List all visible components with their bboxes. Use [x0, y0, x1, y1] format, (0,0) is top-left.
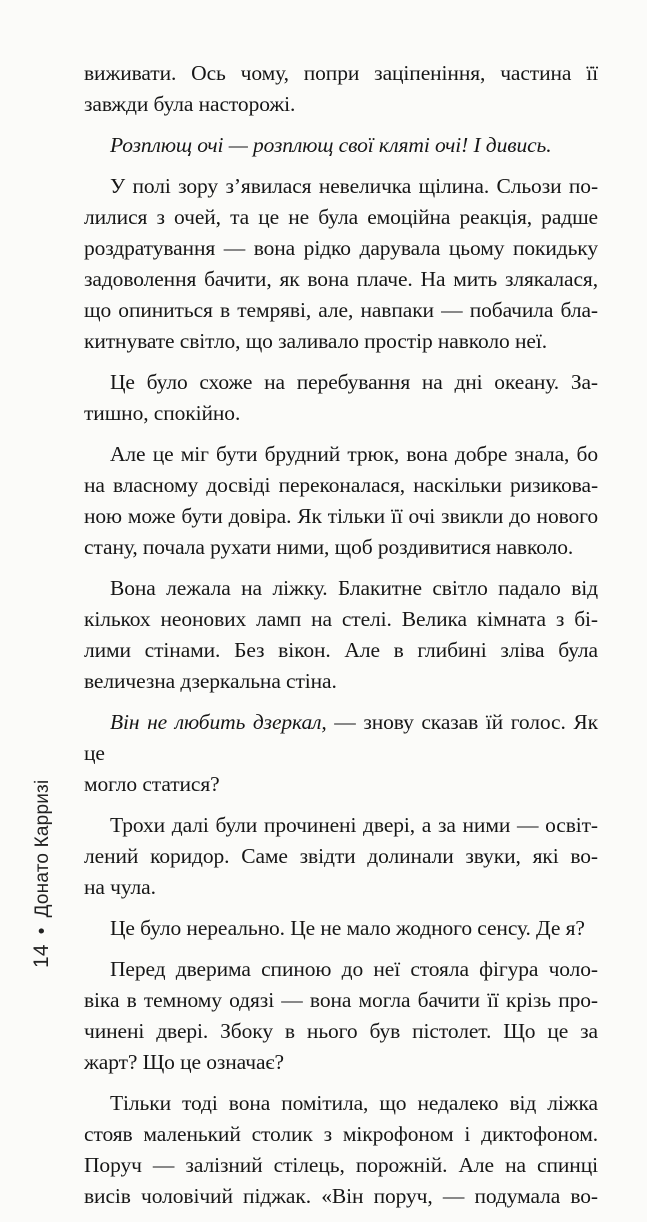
text-line: чинені двері. Збоку в нього був пістолет. Що це за — [84, 1019, 598, 1043]
author-name: Донато Карризі — [32, 779, 53, 918]
text-line: лений коридор. Саме звідти долинали звуки, які во- — [84, 844, 598, 868]
text-line: величезна дзеркальна стіна. — [84, 669, 337, 693]
text-line: могло статися? — [84, 772, 220, 796]
text-line: стану, почала рухати ними, щоб роздивитися навколо. — [84, 535, 574, 559]
paragraph — [84, 573, 598, 697]
text-line: на чула. — [84, 875, 156, 899]
paragraph — [84, 913, 598, 944]
text-span: — знову сказав їй голос. Як це — [84, 710, 598, 765]
text-line: висів чоловічий піджак. «Він поруч, — подумала во- — [84, 1184, 598, 1208]
text-line: на власному досвіді переконалася, наскільки ризикова- — [84, 473, 598, 497]
text-line: Це було нереально. Це не мало жодного сенсу. Де я? — [110, 916, 585, 940]
page-body — [84, 58, 598, 1222]
text-line: тишно, спокійно. — [84, 401, 241, 425]
text-line: стояв маленький столик з мікрофоном і диктофоном. — [84, 1122, 598, 1146]
text-line: Це було схоже на перебування на дні океану. За- — [110, 370, 598, 394]
text-line: віка в темному одязі — вона могла бачити її крізь про- — [84, 988, 598, 1012]
running-head — [30, 780, 54, 968]
italic-quote: Він не любить дзеркал, — [110, 710, 327, 734]
text-line: виживати. Ось чому, попри заціпеніння, частина її — [84, 61, 598, 85]
text-line: ною може бути довіра. Як тільки її очі звикли до нового — [84, 504, 598, 528]
separator-bullet: • — [32, 927, 53, 935]
text-line: Перед дверима спиною до неї стояла фігура чоло- — [110, 957, 598, 981]
text-line: Трохи далі були прочинені двері, а за ними — освіт- — [110, 813, 598, 837]
text-line: завжди була насторожі. — [84, 92, 296, 116]
text-line: Але це міг бути брудний трюк, вона добре знала, бо — [110, 442, 598, 466]
text-line: китнувате світло, що заливало простір навколо неї. — [84, 329, 547, 353]
paragraph-italic — [84, 130, 598, 161]
text-line: лилися з очей, та це не була емоційна реакція, радше — [84, 205, 598, 229]
paragraph — [84, 439, 598, 563]
paragraph — [84, 954, 598, 1078]
text-line: кількох неонових ламп на стелі. Велика кімната з бі- — [84, 607, 598, 631]
text-line: задоволення бачити, як вона плаче. На мить злякалася, — [84, 267, 598, 291]
paragraph — [84, 1088, 598, 1212]
text-line — [84, 707, 598, 769]
text-line: роздратування — вона рідко дарувала цьому покидьку — [84, 236, 598, 260]
paragraph — [84, 171, 598, 357]
paragraph — [84, 810, 598, 903]
text-line: жарт? Що це означає? — [84, 1050, 284, 1074]
page-number: 14 — [30, 944, 53, 968]
text-line: Розплющ очі — розплющ свої кляті очі! І дивись. — [110, 133, 552, 157]
text-line: Вона лежала на ліжку. Блакитне світло падало від — [110, 576, 598, 600]
paragraph — [84, 707, 598, 800]
text-line: лими стінами. Без вікон. Але в глибині зліва була — [84, 638, 598, 662]
text-line: що опиниться в темряві, але, навпаки — побачила бла- — [84, 298, 598, 322]
text-line: У полі зору з’явилася невеличка щілина. Сльози по- — [110, 174, 598, 198]
text-line: Тільки тоді вона помітила, що недалеко від ліжка — [110, 1091, 598, 1115]
text-line: Поруч — залізний стілець, порожній. Але на спинці — [84, 1153, 598, 1177]
paragraph — [84, 367, 598, 429]
paragraph — [84, 58, 598, 120]
